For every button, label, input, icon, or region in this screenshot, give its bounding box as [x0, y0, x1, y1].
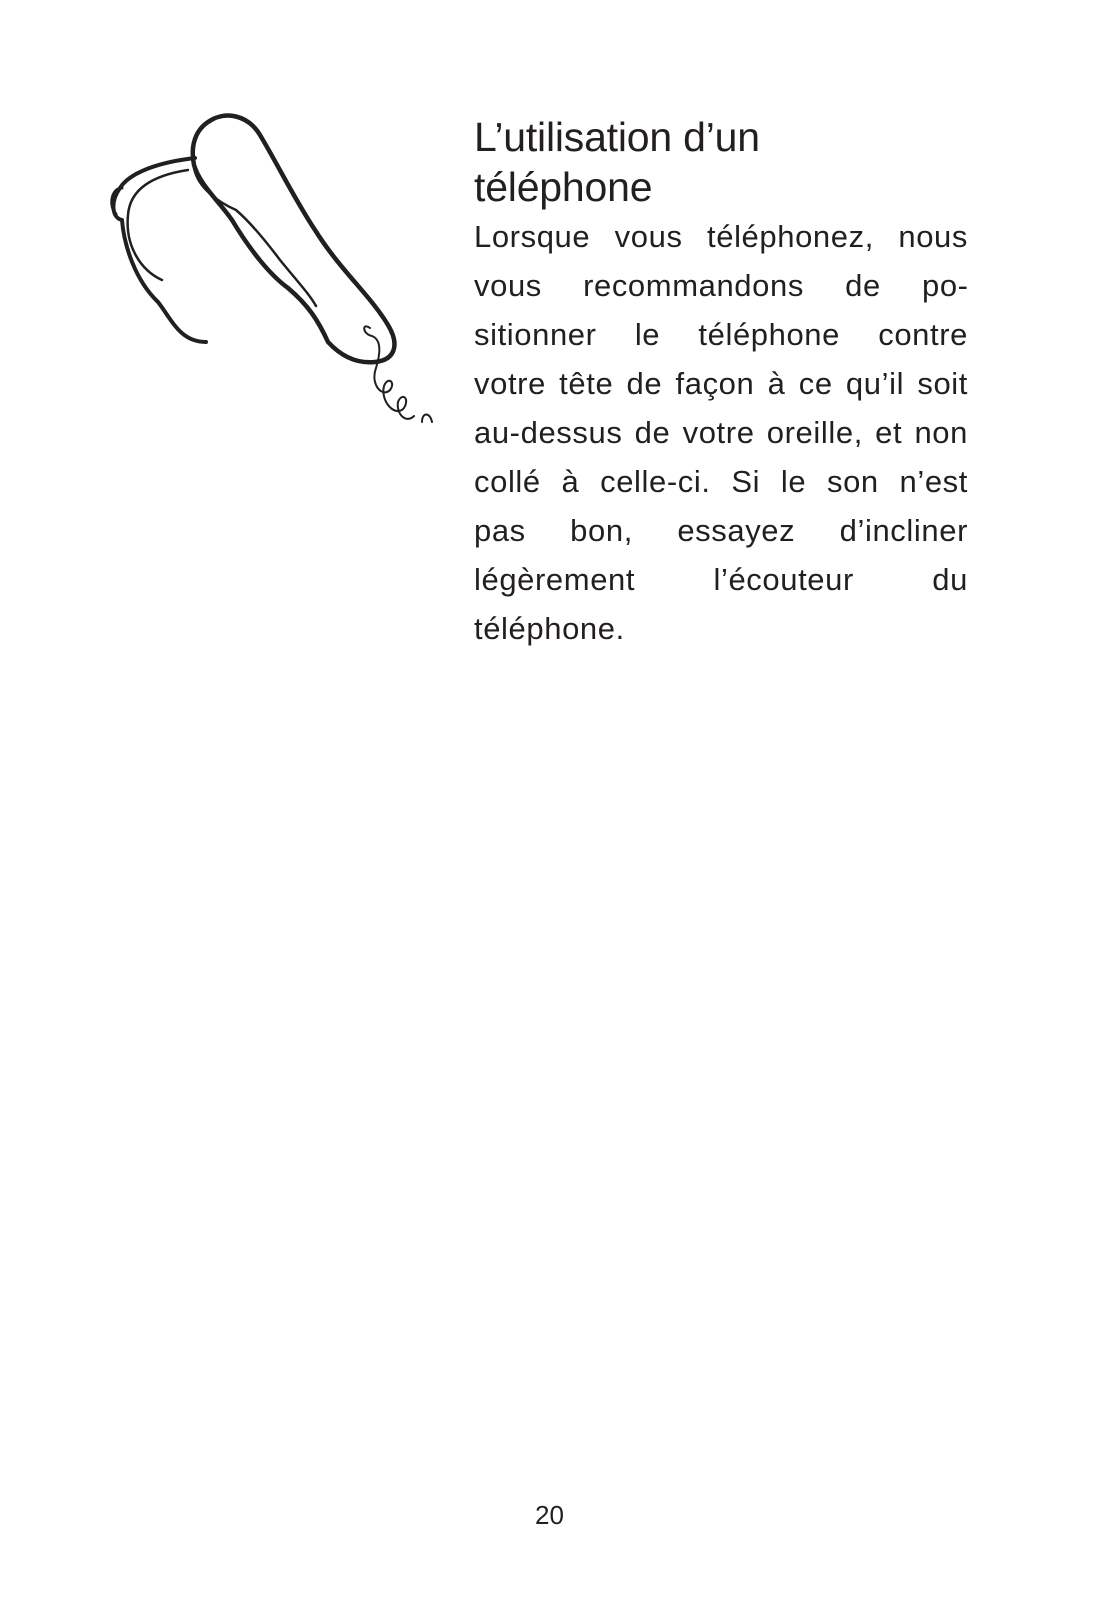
section-title-line-1: L’utilisation d’un — [474, 114, 760, 160]
ear-inner-curve — [128, 170, 188, 280]
phone-handset-ear-icon — [100, 110, 445, 440]
handset-body — [193, 116, 395, 363]
handset-inner-edge — [194, 168, 316, 306]
section-title — [474, 112, 968, 212]
page-number: 20 — [535, 1500, 564, 1530]
content-column — [474, 112, 968, 653]
section-body: Lorsque vous téléphonez, nous vous recommandons de positionner le téléphone contre votre tête de façon à ce qu’il soit au-dessus de votre oreille, et non collé à celle-ci. Si le son n’est pas bon, essayez d’incliner légèrement l’écouteur du téléphone. — [474, 219, 968, 646]
phone-handset-ear-illustration — [100, 110, 445, 440]
section-title-line-2: téléphone — [474, 164, 653, 210]
ear-outline — [113, 158, 206, 342]
handset-cord — [364, 326, 432, 422]
